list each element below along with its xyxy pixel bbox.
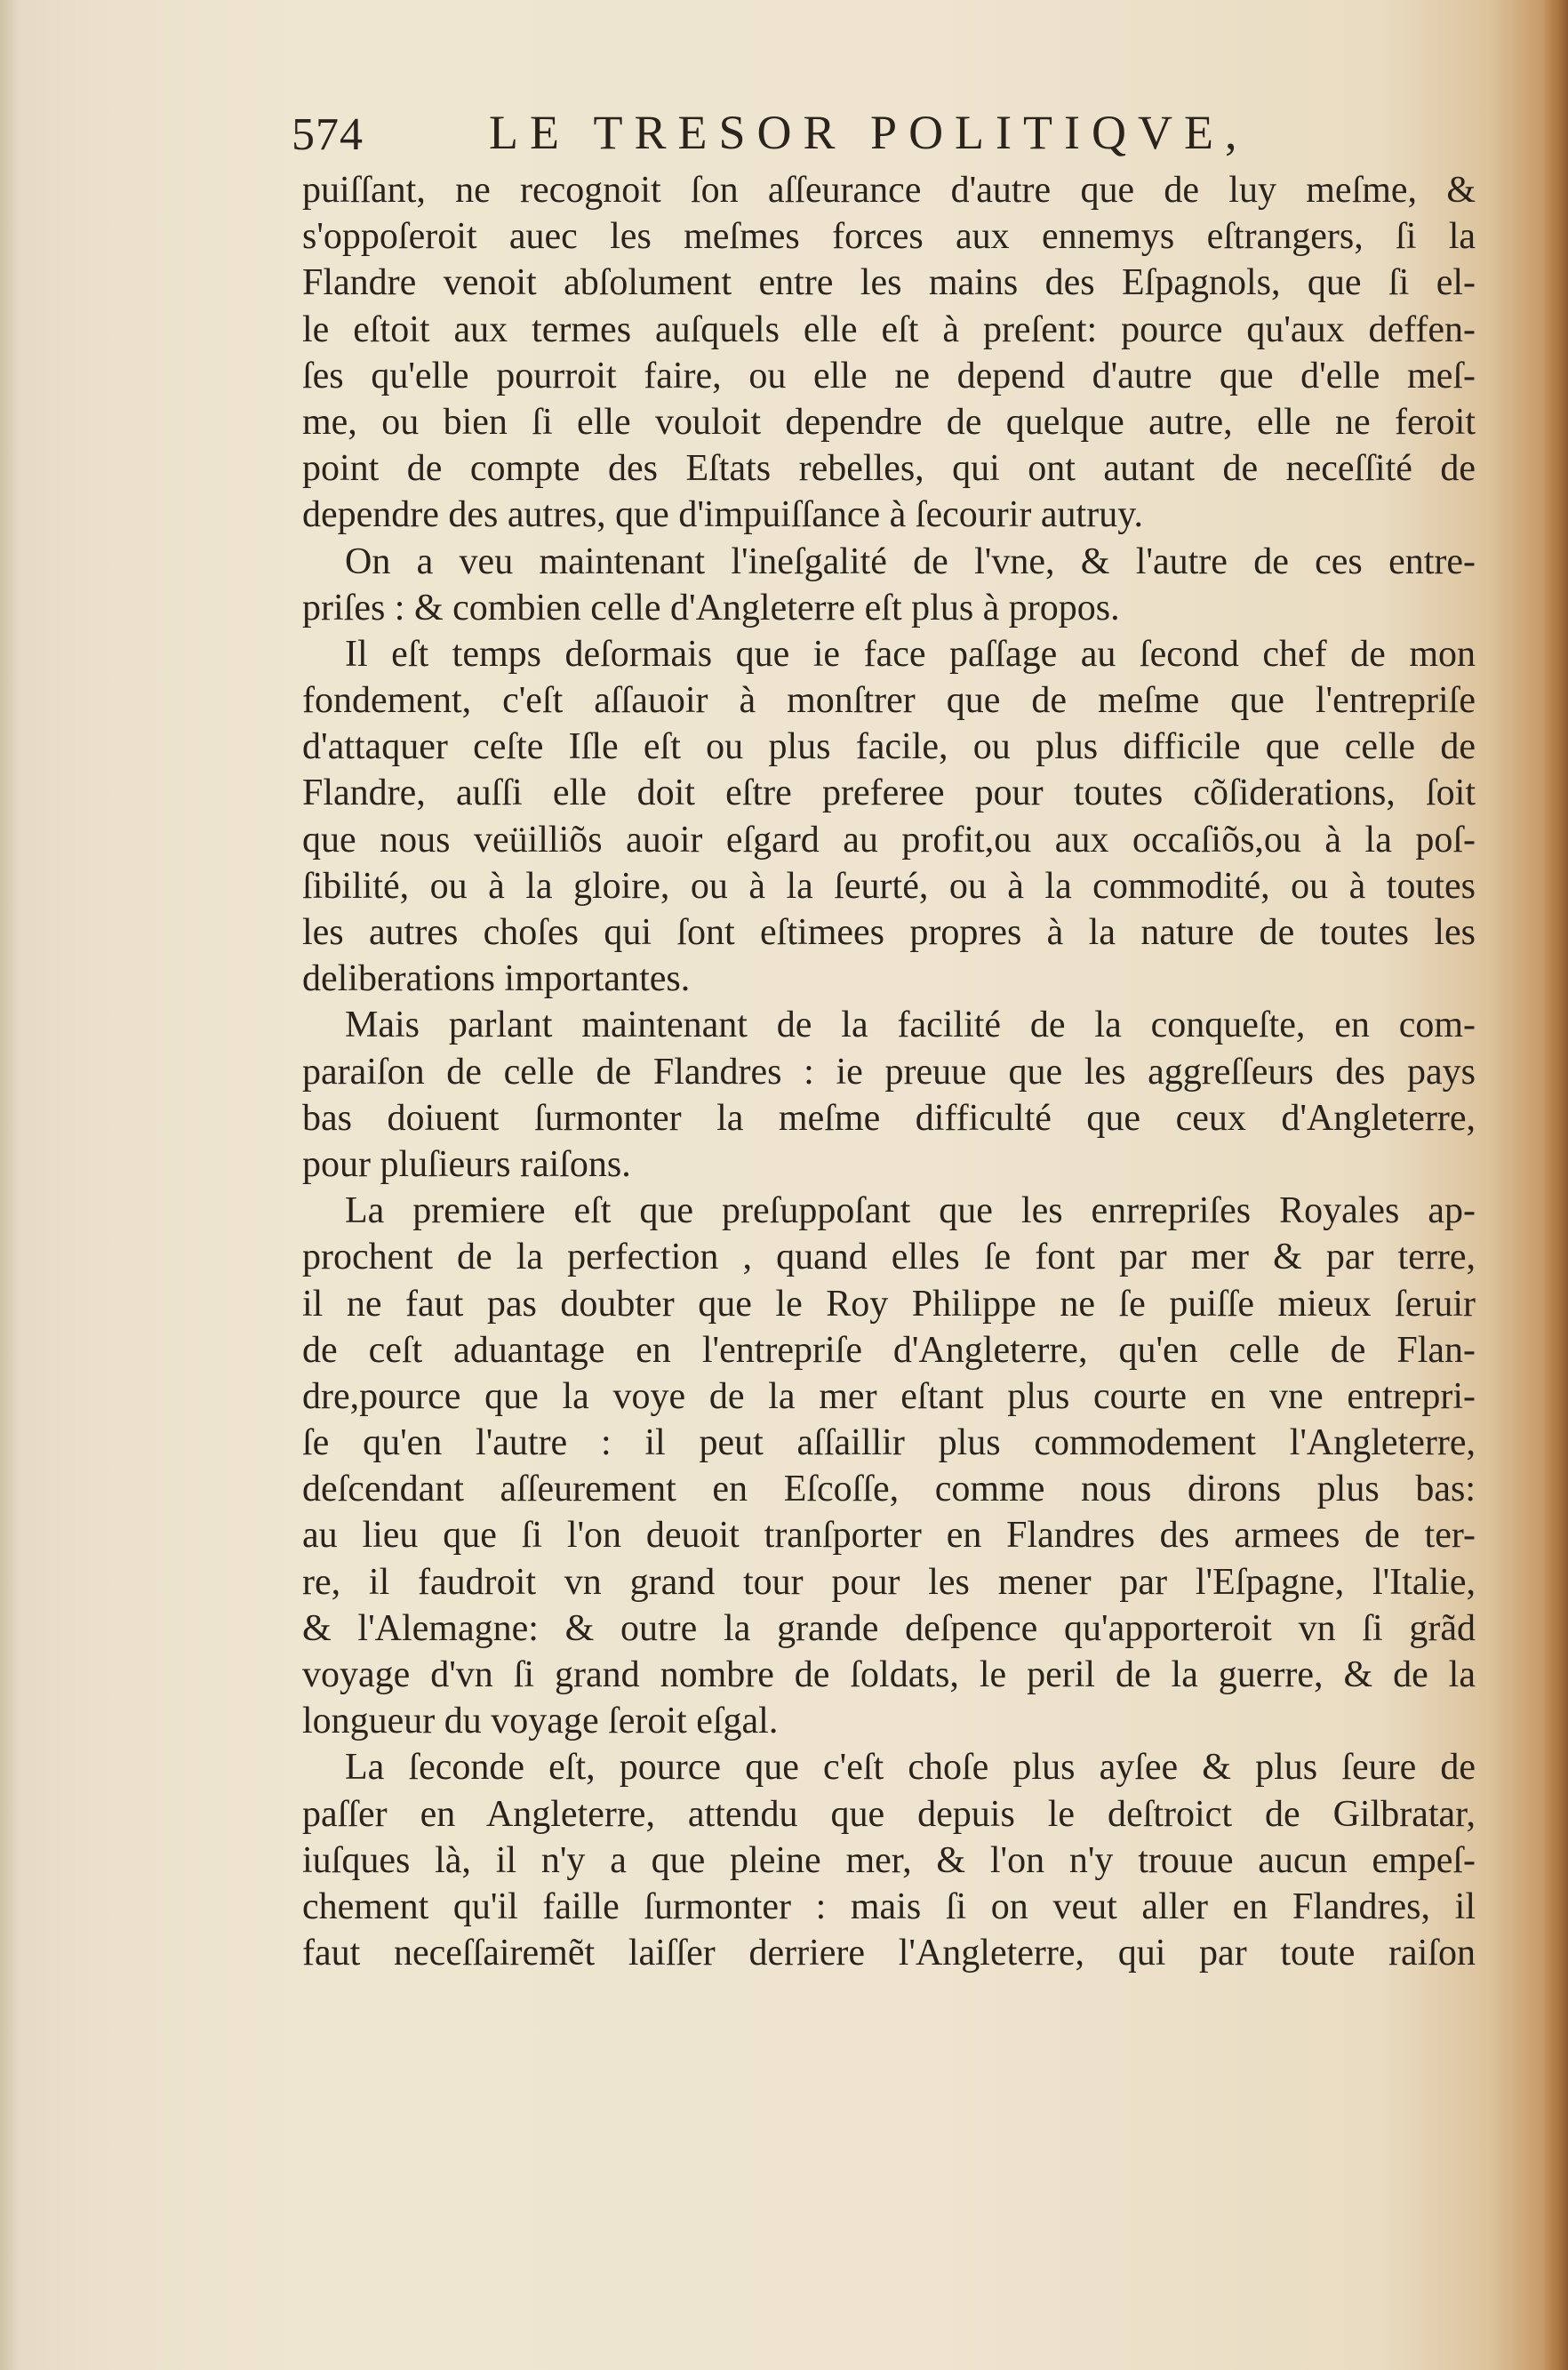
text-line: point de compte des Eſtats rebelles, qui ont autant de neceſſité de [302, 448, 1476, 490]
text-line: iuſques là, il n'y a que pleine mer, & l'on n'y trouue aucun empeſ- [302, 1839, 1476, 1881]
text-line: voyage d'vn ſi grand nombre de ſoldats, le peril de la guerre, & de la [302, 1654, 1476, 1695]
text-line: re, il faudroit vn grand tour pour les mener par l'Eſpagne, l'Italie, [302, 1561, 1476, 1603]
page-header [284, 105, 1458, 176]
text-line: priſes : & combien celle d'Angleterre eſt plus à propos. [302, 587, 1120, 629]
text-line: au lieu que ſi l'on deuoit tranſporter en Flandres des armees de ter- [302, 1515, 1476, 1557]
text-line: paſſer en Angleterre, attendu que depuis le deſtroict de Gilbratar, [302, 1793, 1476, 1835]
text-line: me, ou bien ſi elle vouloit dependre de quelque autre, elle ne feroit [302, 401, 1476, 443]
page-number: 574 [292, 109, 364, 160]
text-line: Flandre, auſſi elle doit eſtre preferee pour toutes cõſiderations, ſoit [302, 773, 1476, 814]
text-line: faut neceſſairemẽt laiſſer derriere l'Angleterre, qui par toute raiſon [302, 1933, 1476, 1974]
text-line: chement qu'il faille ſurmonter : mais ſi on veut aller en Flandres, il [302, 1886, 1476, 1927]
text-line: ſe qu'en l'autre : il peut aſſaillir plus commodement l'Angleterre, [302, 1422, 1476, 1464]
text-line: fondement, c'eſt aſſauoir à monſtrer que de meſme que l'entrepriſe [302, 680, 1476, 722]
text-line: deſcendant aſſeurement en Eſcoſſe, comme nous dirons plus bas: [302, 1469, 1476, 1510]
text-line: prochent de la perfection , quand elles ſe font par mer & par terre, [302, 1237, 1476, 1278]
text-line: La ſeconde eſt, pource que c'eſt choſe plus ayſee & plus ſeure de [345, 1747, 1476, 1789]
text-line: le eſtoit aux termes auſquels elle eſt à preſent: pource qu'aux deffen- [302, 308, 1476, 350]
text-line: paraiſon de celle de Flandres : ie preuue que les aggreſſeurs des pays [302, 1051, 1476, 1093]
text-line: pour pluſieurs raiſons. [302, 1143, 631, 1185]
text-line: d'attaquer ceſte Iſle eſt ou plus facile, ou plus difficile que celle de [302, 726, 1476, 768]
text-line: que nous veüilliõs auoir eſgard au profit,ou aux occaſiõs,ou à la poſ- [302, 819, 1476, 861]
text-line: s'oppoſeroit auec les meſmes forces aux ennemys eſtrangers, ſi la [302, 216, 1476, 258]
page-edge-shadow [1545, 0, 1568, 2370]
text-line: dependre des autres, que d'impuiſſance à ſecourir autruy. [302, 494, 1143, 536]
text-line: Mais parlant maintenant de la facilité de la conqueſte, en com- [345, 1005, 1476, 1046]
text-line: On a veu maintenant l'ineſgalité de l'vne, & l'autre de ces entre- [345, 540, 1476, 582]
text-line: Il eſt temps deſormais que ie face paſſage au ſecond chef de mon [345, 633, 1476, 675]
text-line: La premiere eſt que preſuppoſant que les enrrepriſes Royales ap- [345, 1190, 1476, 1232]
text-line: longueur du voyage ſeroit eſgal. [302, 1701, 779, 1742]
body-text [302, 167, 1476, 1976]
text-line: Flandre venoit abſolument entre les mains des Eſpagnols, que ſi el- [302, 262, 1476, 304]
text-line: & l'Alemagne: & outre la grande deſpence qu'apporteroit vn ſi grãd [302, 1607, 1476, 1649]
running-title: LE TRESOR POLITIQVE, [489, 106, 1249, 159]
text-line: ſes qu'elle pourroit faire, ou elle ne depend d'autre que d'elle meſ- [302, 355, 1476, 396]
text-line: puiſſant, ne recognoit ſon aſſeurance d'autre que de luy meſme, & [302, 170, 1476, 211]
text-line: bas doiuent ſurmonter la meſme difficulté que ceux d'Angleterre, [302, 1097, 1476, 1139]
text-line: ſibilité, ou à la gloire, ou à la ſeurté, ou à la commodité, ou à toutes [302, 865, 1476, 907]
text-line: il ne faut pas doubter que le Roy Philippe ne ſe puiſſe mieux ſeruir [302, 1283, 1476, 1325]
text-line: de ceſt aduantage en l'entrepriſe d'Angleterre, qu'en celle de Flan- [302, 1329, 1476, 1371]
text-line: deliberations importantes. [302, 958, 691, 1000]
text-line: dre,pource que la voye de la mer eſtant plus courte en vne entrepri- [302, 1375, 1476, 1417]
text-line: les autres choſes qui ſont eſtimees propres à la nature de toutes les [302, 912, 1476, 953]
